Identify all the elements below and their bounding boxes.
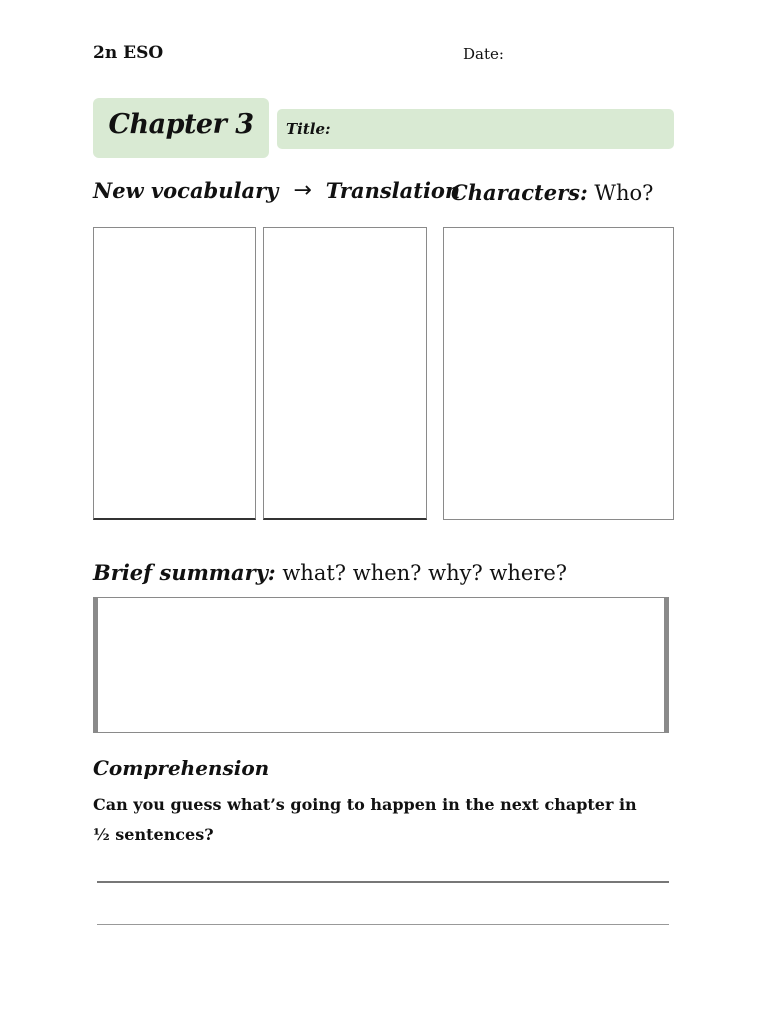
translation-heading: Translation <box>325 178 461 203</box>
comprehension-heading: Comprehension <box>93 756 270 780</box>
arrow-right-icon: → <box>293 178 312 203</box>
chapter-label: Chapter 3 <box>108 108 254 140</box>
vocabulary-heading: New vocabulary <box>93 178 279 203</box>
answer-line[interactable] <box>97 924 669 925</box>
class-label: 2n ESO <box>93 43 164 63</box>
summary-subheading: what? when? why? where? <box>275 561 568 585</box>
title-label: Title: <box>286 120 331 138</box>
characters-subheading: Who? <box>587 181 654 205</box>
vocabulary-heading-row <box>93 178 460 203</box>
date-label: Date: <box>463 45 504 63</box>
summary-heading: Brief summary: <box>93 560 276 585</box>
characters-heading-row <box>451 180 653 205</box>
characters-box[interactable] <box>443 227 674 520</box>
summary-box[interactable] <box>93 597 669 733</box>
translation-box[interactable] <box>263 227 427 520</box>
chapter-box <box>93 98 269 158</box>
vocabulary-box[interactable] <box>93 227 256 520</box>
title-field[interactable] <box>277 109 674 149</box>
comprehension-question: Can you guess what’s going to happen in the next chapter in ½ sentences? <box>93 795 637 844</box>
characters-heading: Characters: <box>451 180 588 205</box>
answer-line[interactable] <box>97 881 669 883</box>
summary-heading-row <box>93 560 567 585</box>
